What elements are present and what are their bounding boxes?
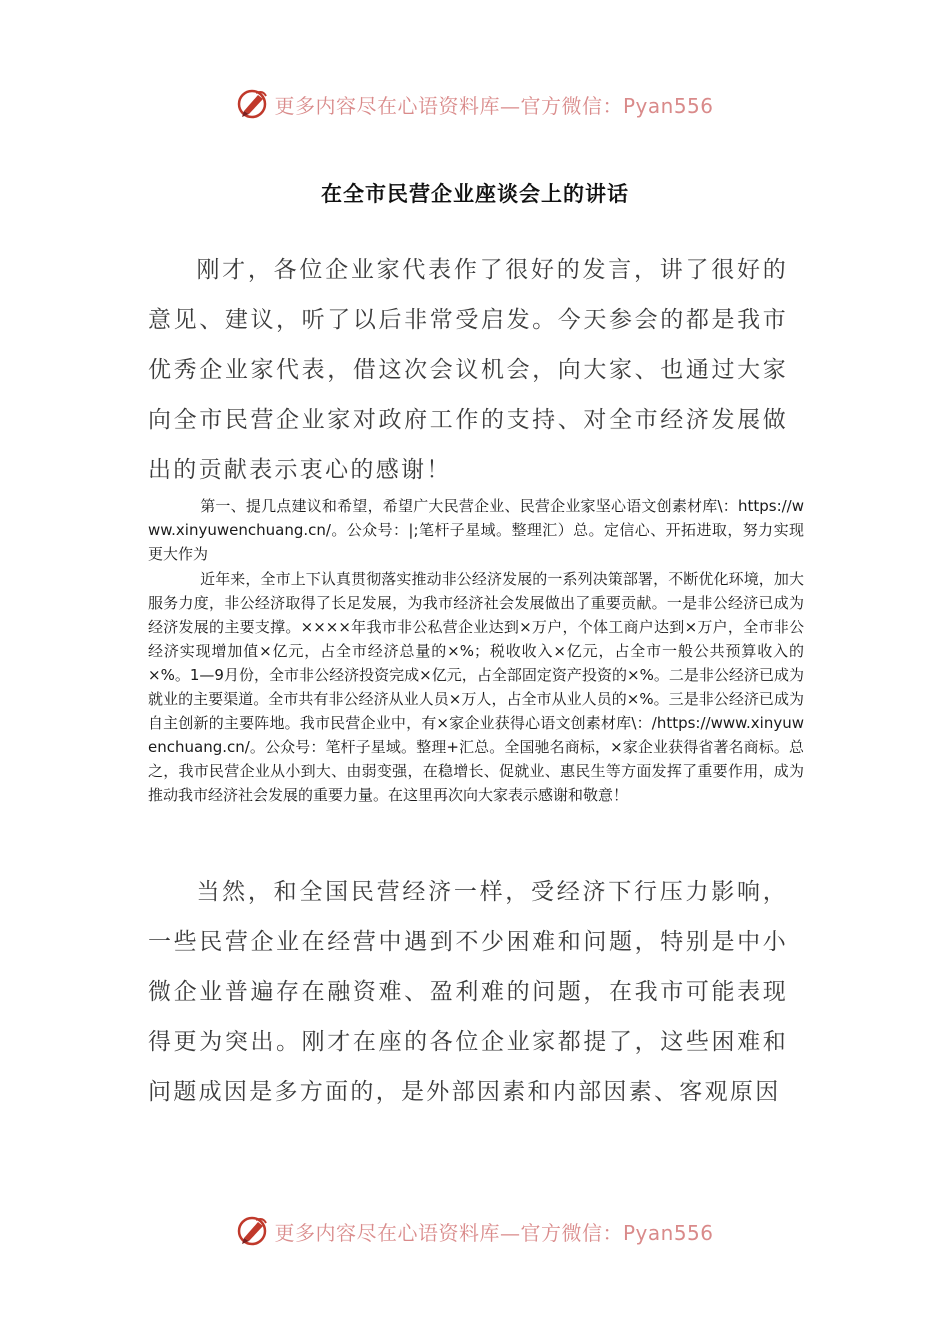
pen-logo-icon xyxy=(236,1214,270,1248)
paragraph-achievements: 近年来，全市上下认真贯彻落实推动非公经济发展的一系列决策部署，不断优化环境，加大服务力度，非公经济取得了长足发展，为我市经济社会发展做出了重要贡献。一是非公经济已成为经济发展的主要支撑。××××年我市非公私营企业达到×万户，个体工商户达到×万户，全市非公经济实现增加值×亿元，占全市经济总量的×%；税收收入×亿元，占全市一般公共预算收入的×%。1—9月份，全市非公经济投资完成×亿元，占全部固定资产投资的×%。二是非公经济已成为就业的主要渠道。全市共有非公经济从业人员×万人，占全市从业人员的×%。三是非公经济已成为自主创新的主要阵地。我市民营企业中，有×家企业获得心语文创素材库\：/https://www.xinyuwenchuang.cn/。公众号：笔杆子星域。整理+汇总。全国驰名商标，×家企业获得省著名商标。总之，我市民营企业从小到大、由弱变强，在稳增长、促就业、惠民生等方面发挥了重要作用，成为推动我市经济社会发展的重要力量。在这里再次向大家表示感谢和敬意！ xyxy=(148,570,804,804)
header-banner xyxy=(0,84,950,124)
document-title: 在全市民营企业座谈会上的讲话 xyxy=(321,182,629,206)
pen-logo-icon xyxy=(236,87,270,121)
banner-text: 更多内容尽在心语资料库—官方微信：Pyan556 xyxy=(274,93,714,118)
banner-text: 更多内容尽在心语资料库—官方微信：Pyan556 xyxy=(274,1220,714,1245)
paragraph-difficulties: 当然，和全国民营经济一样，受经济下行压力影响，一些民营企业在经营中遇到不少困难和问题，特别是中小微企业普遍存在融资难、盈利难的问题，在我市可能表现得更为突出。刚才在座的各位企业家都提了，这些困难和问题成因是多方面的，是外部因素和内部因素、客观原因 xyxy=(148,879,788,1105)
paragraph-first-point: 第一、提几点建议和希望，希望广大民营企业、民营企业家坚心语文创素材库\：https://www.xinyuwenchuang.cn/。公众号：|;笔杆子星域。整理汇）总。定信心、开拓进取，努力实现更大作为 xyxy=(148,497,804,563)
footer-banner xyxy=(0,1211,950,1251)
paragraph-opening: 刚才，各位企业家代表作了很好的发言，讲了很好的意见、建议，听了以后非常受启发。今天参会的都是我市优秀企业家代表，借这次会议机会，向大家、也通过大家向全市民营企业家对政府工作的支持、对全市经济发展做出的贡献表示衷心的感谢！ xyxy=(148,257,788,483)
